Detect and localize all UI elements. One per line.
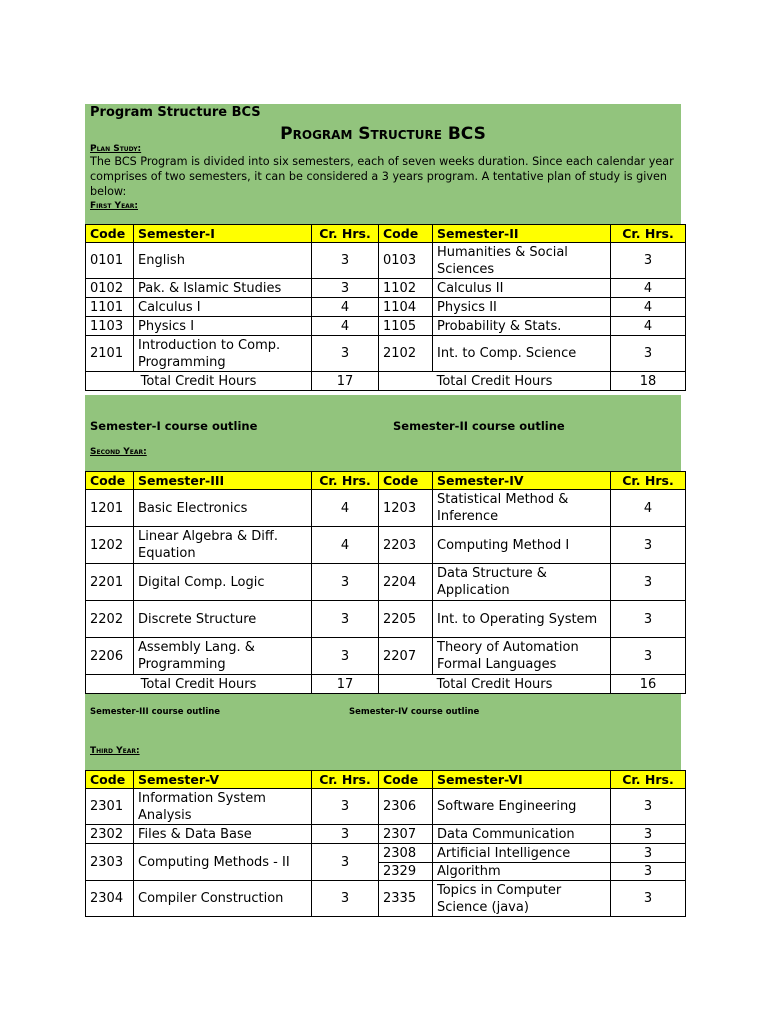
table-row [86,336,686,372]
course-code: 2307 [379,825,433,844]
course-code: 2308 [379,844,433,863]
small-title: Program Structure BCS [90,105,261,120]
credit-hours-header: Cr. Hrs. [312,472,379,490]
code-header: Code [379,225,433,243]
semester-2-header: Semester-II [433,225,611,243]
credit-hours: 4 [611,279,686,298]
credit-hours: 3 [611,789,686,825]
course-name: Software Engineering [433,789,611,825]
credit-hours: 3 [611,638,686,675]
semester-4-outline-link[interactable]: Semester-IV course outline [349,707,480,717]
total-row [86,372,686,391]
table-row [86,881,686,917]
course-name: Digital Comp. Logic [134,564,312,601]
course-name: Calculus II [433,279,611,298]
credit-hours-header: Cr. Hrs. [611,771,686,789]
course-code: 2205 [379,601,433,638]
course-code: 1105 [379,317,433,336]
third-year-label: Third Year: [90,746,140,756]
code-header: Code [379,472,433,490]
course-name: Computing Method I [433,527,611,564]
credit-hours: 3 [312,881,379,917]
semester-4-header: Semester-IV [433,472,611,490]
course-name: Artificial Intelligence [433,844,611,863]
credit-hours: 3 [611,601,686,638]
course-name: Probability & Stats. [433,317,611,336]
course-name: Algorithm [433,863,611,881]
table-row [86,490,686,527]
credit-hours: 4 [312,527,379,564]
table-row [86,279,686,298]
semester-3-outline-link[interactable]: Semester-III course outline [90,707,221,717]
course-code: 0103 [379,243,433,279]
course-code: 1102 [379,279,433,298]
code-header: Code [86,771,134,789]
course-code: 2207 [379,638,433,675]
semester-1-header: Semester-I [134,225,312,243]
code-header: Code [86,472,134,490]
course-code: 1201 [86,490,134,527]
credit-hours: 3 [312,789,379,825]
course-name: Computing Methods - II [134,844,312,881]
semester-3-header: Semester-III [134,472,312,490]
course-name: Information System Analysis [134,789,312,825]
course-code: 2335 [379,881,433,917]
course-code: 2302 [86,825,134,844]
table-row [86,844,686,863]
table-row [86,527,686,564]
course-name: Statistical Method & Inference [433,490,611,527]
credit-hours: 4 [312,298,379,317]
table-row [86,243,686,279]
credit-hours-header: Cr. Hrs. [611,472,686,490]
course-code: 1103 [86,317,134,336]
course-name: Files & Data Base [134,825,312,844]
course-code: 2329 [379,863,433,881]
credit-hours: 3 [312,601,379,638]
course-code: 2306 [379,789,433,825]
semester-6-header: Semester-VI [433,771,611,789]
course-code: 2303 [86,844,134,881]
total-row [86,675,686,694]
course-code: 1104 [379,298,433,317]
course-name: Pak. & Islamic Studies [134,279,312,298]
third-year-table [85,770,686,917]
course-code: 2203 [379,527,433,564]
total-credit-hours: 17 [312,372,379,391]
credit-hours-header: Cr. Hrs. [611,225,686,243]
code-header: Code [86,225,134,243]
credit-hours-header: Cr. Hrs. [312,225,379,243]
first-year-label: First Year: [90,201,139,211]
credit-hours: 3 [611,243,686,279]
course-name: Data Structure & Application [433,564,611,601]
table-row [86,564,686,601]
second-year-label: Second Year: [90,447,147,457]
credit-hours: 3 [312,825,379,844]
credit-hours: 3 [312,243,379,279]
credit-hours: 3 [312,279,379,298]
total-label: Total Credit Hours [379,372,611,391]
credit-hours: 3 [312,844,379,881]
course-name: Assembly Lang. & Programming [134,638,312,675]
course-name: Topics in Computer Science (java) [433,881,611,917]
credit-hours: 4 [611,298,686,317]
course-code: 2202 [86,601,134,638]
page-title: Program Structure BCS [280,124,486,144]
table-header-row [86,771,686,789]
credit-hours: 3 [611,825,686,844]
section-background [85,395,681,471]
credit-hours: 3 [611,564,686,601]
course-code: 2304 [86,881,134,917]
table-row [86,638,686,675]
table-row [86,825,686,844]
description-paragraph: The BCS Program is divided into six semesters, each of seven weeks duration. Since each calendar year comprises of two semesters, it can be considered a 3 years program. A tentative plan of study is given below: [90,155,674,198]
semester-5-header: Semester-V [134,771,312,789]
total-credit-hours: 18 [611,372,686,391]
first-year-table [85,224,686,391]
credit-hours: 4 [312,317,379,336]
total-credit-hours: 16 [611,675,686,694]
course-name: Introduction to Comp. Programming [134,336,312,372]
course-code: 2101 [86,336,134,372]
credit-hours: 3 [611,844,686,863]
credit-hours: 3 [611,336,686,372]
course-code: 1203 [379,490,433,527]
course-name: Calculus I [134,298,312,317]
course-code: 1202 [86,527,134,564]
course-name: Data Communication [433,825,611,844]
credit-hours: 4 [611,317,686,336]
course-code: 0101 [86,243,134,279]
course-name: English [134,243,312,279]
course-code: 0102 [86,279,134,298]
course-name: Basic Electronics [134,490,312,527]
credit-hours: 3 [611,863,686,881]
section-background [85,694,681,771]
table-row [86,789,686,825]
course-code: 2201 [86,564,134,601]
course-name: Humanities & Social Sciences [433,243,611,279]
plan-study-label: Plan Study: [90,144,142,154]
course-code: 2206 [86,638,134,675]
credit-hours: 4 [312,490,379,527]
course-code: 2102 [379,336,433,372]
total-label: Total Credit Hours [379,675,611,694]
course-name: Linear Algebra & Diff. Equation [134,527,312,564]
course-code: 2301 [86,789,134,825]
course-name: Physics I [134,317,312,336]
credit-hours: 3 [312,638,379,675]
course-code: 2204 [379,564,433,601]
total-label: Total Credit Hours [86,675,312,694]
semester-2-outline-link[interactable]: Semester-II course outline [393,419,565,433]
table-header-row [86,225,686,243]
course-name: Physics II [433,298,611,317]
course-name: Discrete Structure [134,601,312,638]
course-code: 1101 [86,298,134,317]
course-name: Theory of Automation Formal Languages [433,638,611,675]
total-credit-hours: 17 [312,675,379,694]
table-row [86,601,686,638]
table-row [86,317,686,336]
credit-hours-header: Cr. Hrs. [312,771,379,789]
credit-hours: 4 [611,490,686,527]
credit-hours: 3 [611,527,686,564]
course-name: Int. to Operating System [433,601,611,638]
code-header: Code [379,771,433,789]
second-year-table [85,471,686,694]
course-name: Compiler Construction [134,881,312,917]
table-header-row [86,472,686,490]
credit-hours: 3 [611,881,686,917]
credit-hours: 3 [312,564,379,601]
course-name: Int. to Comp. Science [433,336,611,372]
credit-hours: 3 [312,336,379,372]
table-row [86,298,686,317]
total-label: Total Credit Hours [86,372,312,391]
semester-1-outline-link[interactable]: Semester-I course outline [90,419,258,433]
